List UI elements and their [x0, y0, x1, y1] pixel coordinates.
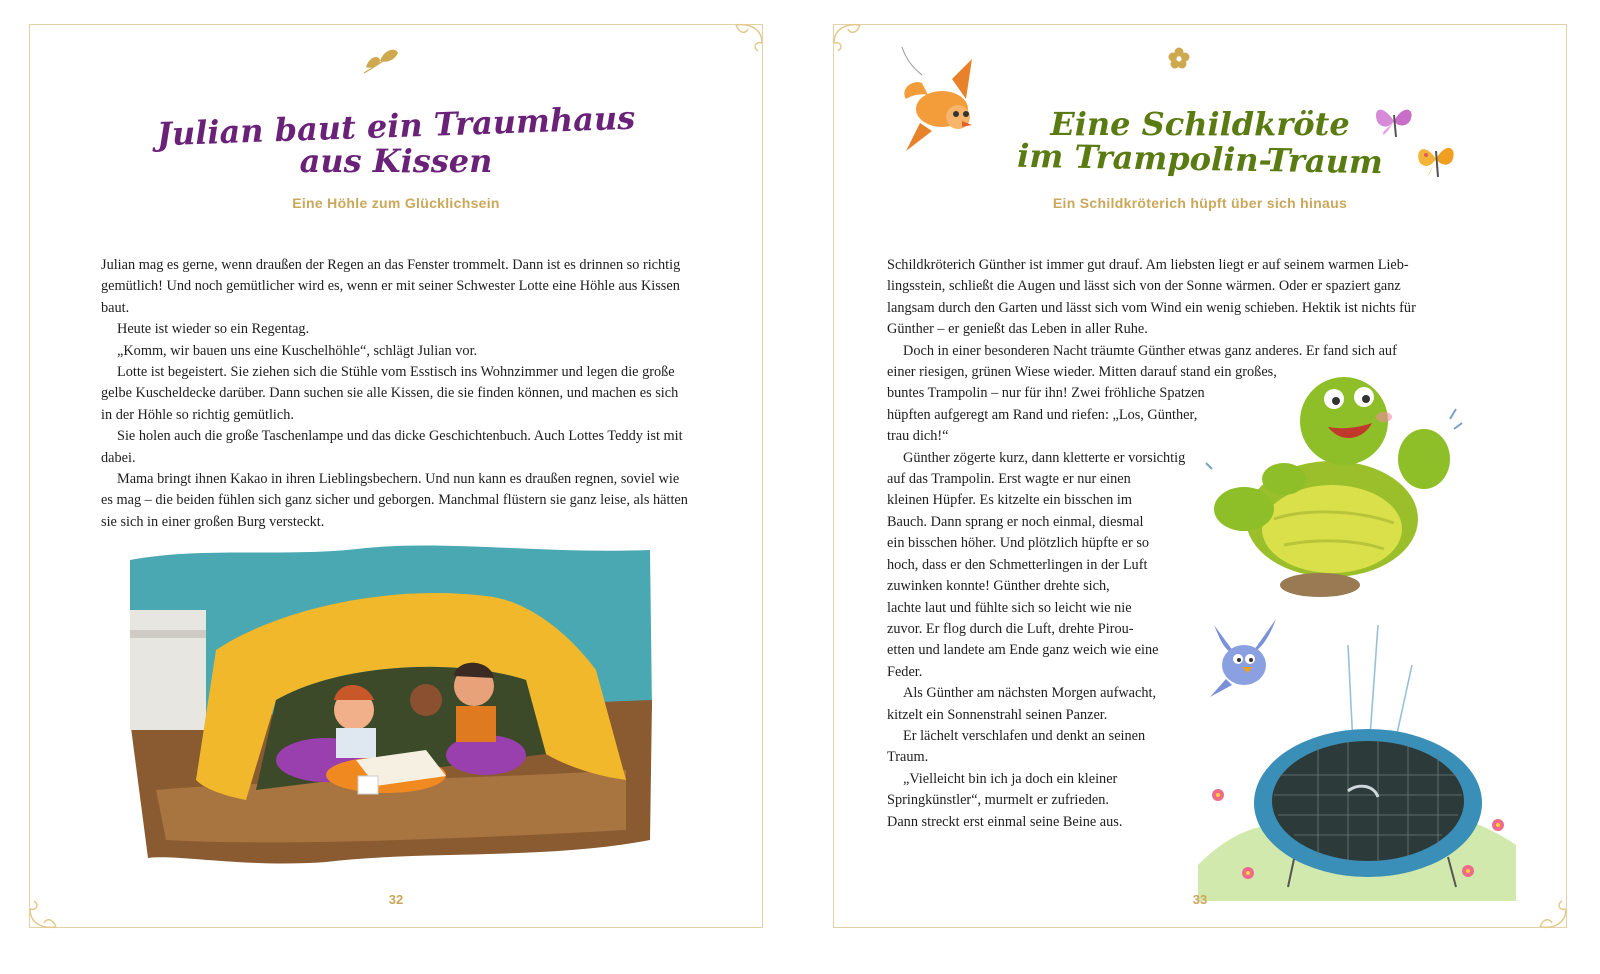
text-line: Günther zögerte kurz, dann kletterte er vorsichtig [903, 449, 1186, 466]
page-subtitle: Ein Schildkröterich hüpft über sich hinaus [1052, 195, 1348, 211]
text-line: Traum. [887, 749, 929, 766]
text-line: Als Günther am nächsten Morgen aufwacht, [903, 685, 1157, 702]
text-line: langsam durch den Garten und lässt sich vom Wind ein wenig schieben. Hektik ist nichts für [887, 299, 1416, 316]
leaf-ornament-icon [360, 45, 402, 77]
page-title [30, 98, 762, 181]
title-line-1: Julian baut ein Traumhaus [156, 98, 636, 154]
text-line: Feder. [887, 663, 923, 680]
text-line: buntes Trampolin – nur für ihn! Zwei fröhliche Spatzen [887, 385, 1205, 402]
text-line: Er lächelt verschlafen und denkt an seinen [903, 727, 1146, 744]
text-line: trau dich!“ [887, 428, 949, 445]
text-line: ein bisschen höher. Und plötzlich hüpfte er so [887, 535, 1150, 552]
paragraph: „Komm, wir bauen uns eine Kuschelhöhle“, schlägt Julian vor. [117, 342, 478, 359]
title-line-2: aus Kissen [299, 142, 493, 181]
text-line: kleinen Hüpfer. Es kitzelte ein bisschen im [887, 492, 1132, 509]
corner-swirl-icon [732, 21, 766, 55]
text-line: Springkünstler“, murmelt er zufrieden. [887, 792, 1109, 809]
text-line: Doch in einer besonderen Nacht träumte Günther etwas ganz anderes. Er fand sich auf [903, 342, 1397, 359]
paragraph: Julian mag es gerne, wenn draußen der Regen an das Fenster trommelt. Dann ist es drinnen so richtig gemütlich! Und noch gemütlicher wird es, wenn er mit seiner Schwester Lotte eine Höhle aus Kissen baut. [101, 257, 681, 316]
text-line: Bauch. Dann sprang er noch einmal, diesmal [887, 513, 1144, 530]
paragraph: Lotte ist begeistert. Sie ziehen sich die Stühle vom Esstisch ins Wohnzimmer und legen die große gelbe Kuscheldecke darüber. Dann suchen sie alle Kissen, die sie finden können, und machen es sich in der Höhle so richtig gemütlich. [101, 364, 679, 423]
title-line-2: im Trampolin-Traum [1016, 137, 1384, 182]
page-subtitle: Eine Höhle zum Glücklichsein [292, 195, 500, 211]
text-line: etten und landete am Ende ganz weich wie eine [887, 642, 1159, 659]
right-page [833, 24, 1567, 928]
text-line: Dann streckt erst einmal seine Beine aus. [887, 813, 1123, 830]
text-line: lachte laut und fühlte sich so leicht wie nie [887, 599, 1132, 616]
pillow-fort-illustration [126, 540, 656, 868]
text-line: auf das Trampolin. Erst wagte er nur einen [887, 471, 1131, 488]
page-title [834, 105, 1566, 182]
corner-swirl-icon [830, 21, 864, 55]
text-line: Schildkröterich Günther ist immer gut drauf. Am liebsten liegt er auf seinem warmen Lieb- [887, 257, 1409, 273]
left-page [29, 24, 763, 928]
trampoline-icon [1198, 625, 1520, 901]
text-line: kitzelt ein Sonnenstrahl seinen Panzer. [887, 706, 1108, 723]
paragraph: Heute ist wieder so ein Regentag. [117, 321, 310, 338]
text-line: zuvor. Er flog durch die Luft, drehte Pirou- [887, 620, 1134, 637]
turtle-icon [1204, 369, 1464, 601]
page-number: 33 [1192, 892, 1208, 907]
text-line: einer riesigen, grünen Wiese wieder. Mitten darauf stand ein großes, [887, 364, 1277, 381]
page-number: 32 [388, 892, 404, 907]
text-line: „Vielleicht bin ich ja doch ein kleiner [903, 770, 1118, 787]
flower-ornament-icon [1168, 47, 1190, 69]
title-line-1: Eine Schildkröte [1050, 105, 1350, 143]
text-line: lingsstein, schließt die Augen und lässt sich von der Sonne wärmen. Oder er spaziert ganz [887, 278, 1401, 295]
paragraph: Mama bringt ihnen Kakao in ihren Lieblingsbechern. Und nun kann es draußen regnen, soviel wie es mag – die beiden fühlen sich ganz sicher und geborgen. Manchmal flüstern sie ganz leise, als hätten sie sich in einer großen Burg versteckt. [101, 471, 688, 530]
text-line: hoch, dass er den Schmetterlingen in der Luft [887, 556, 1148, 573]
text-line: zuwinken konnte! Günther drehte sich, [887, 578, 1110, 595]
story-text [101, 255, 691, 533]
text-line: hüpften aufgeregt am Rand und riefen: „Los, Günther, [887, 406, 1198, 423]
paragraph: Sie holen auch die große Taschenlampe und das dicke Geschichtenbuch. Auch Lottes Teddy ist mit dabei. [101, 428, 683, 466]
text-line: Günther – er genießt das Leben in aller Ruhe. [887, 321, 1148, 338]
